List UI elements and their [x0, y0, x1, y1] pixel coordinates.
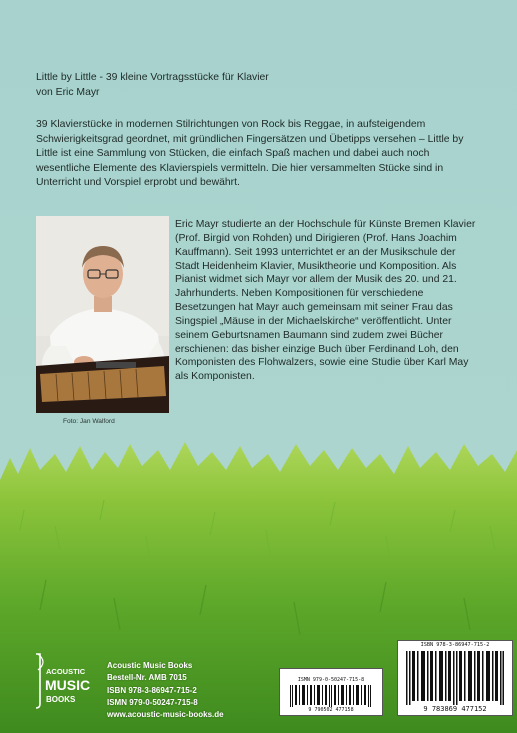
photo-caption: Foto: Jan Walford	[63, 418, 115, 425]
ismn-barcode-number: 9 790502 477158	[308, 707, 354, 713]
intro-paragraph: 39 Klavierstücke in modernen Stilrichtungen von Rock bis Reggae, in aufsteigendem Schwierigkeitsgrad geordnet, mit gründlichen Fingersätzen und Übetipps versehen – Little by Little ist eine Sammlung von Stücken, die einfach Spaß machen und dabei auch noch wesentliche Elemente des Klavierspiels vermitteln. Die hier versammelten Stücke sind in Unterricht und Vorspiel erprobt und bewährt.	[36, 119, 464, 189]
book-title	[36, 71, 476, 100]
order-number: Bestell-Nr. AMB 7015	[107, 673, 187, 683]
isbn: ISBN 978-3-86947-715-2	[107, 685, 197, 695]
isbn-barcode	[397, 640, 513, 716]
author-photo	[36, 216, 169, 413]
publisher-logo	[34, 650, 94, 712]
isbn-barcode-bars	[406, 651, 504, 705]
ismn: ISMN 979-0-50247-715-8	[107, 697, 198, 707]
logo-word-music: MUSIC	[45, 677, 91, 693]
isbn-barcode-label: ISBN 978-3-86947-715-2	[420, 642, 490, 648]
publisher-website: www.acoustic-music-books.de	[107, 710, 224, 720]
isbn-barcode-number: 9 783869 477152	[423, 705, 487, 713]
ismn-barcode-bars	[290, 685, 372, 707]
ismn-barcode-label: ISMN 979-0-50247-715-8	[297, 677, 365, 683]
logo-word-books: BOOKS	[46, 695, 76, 704]
publisher-info	[107, 660, 224, 721]
publisher-name: Acoustic Music Books	[107, 661, 193, 670]
ismn-barcode	[279, 668, 383, 716]
logo-word-acoustic: ACOUSTIC	[46, 667, 86, 676]
author-bio: Eric Mayr studierte an der Hochschule für Künste Bremen Klavier (Prof. Birgid von Rohden) und Dirigieren (Prof. Hans Joachim Kauffmann). Seit 1993 unterrichtet er an der Musikschule der Stadt Heidenheim Klavier, Musiktheorie und Komposition. Als Pianist widmet sich Mayr vor allem der Musik des 20. und 21. Jahrhunderts. Neben Kompositionen für verschiedene Besetzungen hat Mayr auch gemeinsam mit seiner Frau das Singspiel „Mäuse in der Michaelskirche“ veröffentlicht. Unter seinem Geburtsnamen Baumann sind zudem zwei Bücher erschienen: das bisher einzige Buch über Ferdinand Loh, den Komponisten des Flohwalzers, sowie eine Studie über Karl May als Komponisten.	[175, 219, 476, 383]
title-line-2: von Eric Mayr	[36, 86, 100, 98]
title-line-1: Little by Little - 39 kleine Vortragsstücke für Klavier	[36, 72, 269, 83]
